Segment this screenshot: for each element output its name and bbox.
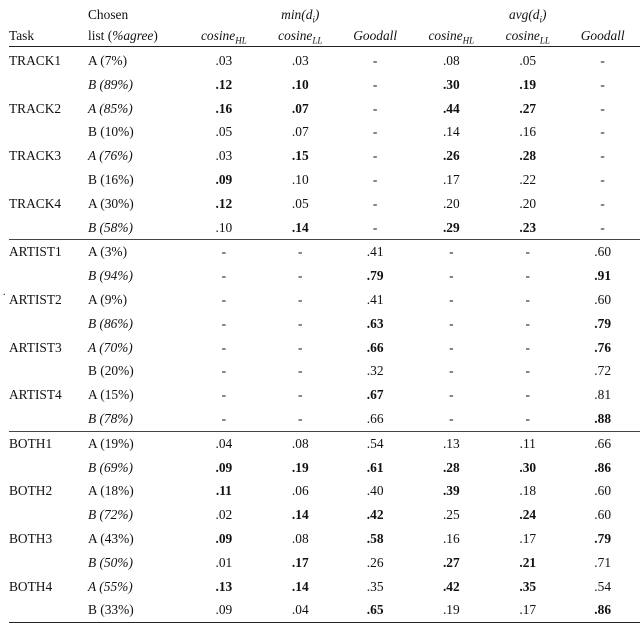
min-goodall-cell: .66 [366,339,384,355]
task-cell [9,359,88,383]
table-row [9,527,640,551]
chosen-list-cell: A (30%) [88,195,134,211]
min-goodall-cell: .67 [366,387,384,403]
chosen-list-cell: B (86%) [88,315,133,331]
avg-goodall-cell: .88 [594,410,612,426]
min-cosine-hl-cell: .04 [185,431,263,455]
avg-cosine-hl-cell: - [449,268,454,284]
min-cosine-ll-cell: .15 [291,148,309,164]
avg-cosine-ll-cell: .20 [519,195,537,211]
min-cosine-ll-cell: - [298,410,303,426]
min-cosine-ll-cell: - [298,315,303,331]
min-cosine-ll-cell: - [298,363,303,379]
avg-cosine-ll-cell: - [525,339,530,355]
avg-goodall-cell: .91 [594,268,612,284]
avg-cosine-hl-cell: .39 [442,483,460,499]
chosen-list-cell: B (16%) [88,171,134,187]
min-cosine-hl-cell: .16 [215,100,233,116]
table-row [9,551,640,575]
header-empty-task [9,4,88,25]
avg-cosine-ll-cell: .18 [519,483,537,499]
avg-goodall-cell: .81 [594,387,612,403]
min-cosine-ll-cell: .08 [291,530,309,546]
min-goodall-cell: - [372,195,378,211]
task-cell: TRACK3 [9,148,62,164]
avg-cosine-ll-cell: - [525,268,530,284]
header-empty [185,4,263,25]
avg-goodall-cell: .60 [594,507,612,523]
min-cosine-ll-cell: .06 [291,483,309,499]
min-goodall-cell: .42 [366,507,384,523]
min-goodall-cell: - [372,76,378,92]
min-cosine-ll-cell: - [298,339,303,355]
task-cell: ARTIST3 [9,339,62,355]
table-row [9,264,640,288]
chosen-list-cell: A (15%) [88,387,134,403]
table-row [9,383,640,407]
header-list-agree: list (%agree) [88,25,185,47]
avg-cosine-ll-cell: .11 [490,431,565,455]
avg-cosine-ll-cell: .23 [519,219,537,235]
header-min-goodall: Goodall [338,25,413,47]
avg-goodall-cell: .86 [565,598,640,622]
avg-cosine-ll-cell: .35 [519,578,537,594]
header-avg-cosine-ll: cosine$_{LL}$ [490,25,565,47]
chosen-list-cell: A (7%) [88,53,128,68]
task-cell [9,168,88,192]
table-row [9,503,640,527]
min-goodall-cell: .41 [338,240,413,264]
min-cosine-hl-cell: .05 [215,124,233,140]
task-cell [9,598,88,622]
chosen-list-cell: A (19%) [88,431,185,455]
table-row [9,240,640,264]
task-cell [9,312,88,336]
chosen-list-cell: A (85%) [88,100,133,116]
min-goodall-cell: - [372,171,378,187]
min-goodall-cell: - [372,53,378,68]
avg-cosine-ll-cell: .21 [519,554,537,570]
min-cosine-hl-cell: - [221,291,227,307]
task-cell [9,264,88,288]
avg-goodall-cell: .60 [565,240,640,264]
table-row [9,73,640,97]
avg-cosine-hl-cell: .44 [442,100,460,116]
avg-cosine-hl-cell: .26 [442,148,460,164]
min-cosine-ll-cell: .07 [291,124,309,140]
min-cosine-hl-cell: - [221,363,227,379]
min-cosine-ll-cell: .03 [291,53,309,68]
task-cell: BOTH4 [9,578,53,594]
avg-goodall-cell: .66 [565,431,640,455]
avg-goodall-cell: - [600,100,605,116]
avg-cosine-ll-cell: - [490,240,565,264]
min-goodall-cell: .65 [338,598,413,622]
avg-cosine-hl-cell: .27 [442,554,460,570]
avg-goodall-cell: .54 [594,578,612,594]
avg-cosine-ll-cell: .24 [519,507,537,523]
min-goodall-cell: - [372,124,378,140]
table-row [9,479,640,503]
table-row [9,47,640,73]
min-cosine-hl-cell: - [221,387,227,403]
chosen-list-cell: B (89%) [88,76,133,92]
avg-goodall-cell: .60 [594,483,612,499]
min-cosine-hl-cell: .03 [215,148,233,164]
min-cosine-hl-cell: - [221,268,227,284]
chosen-list-cell: B (58%) [88,219,133,235]
min-goodall-cell: .32 [366,363,384,379]
min-cosine-hl-cell: - [185,240,263,264]
avg-goodall-cell: - [600,171,605,187]
min-cosine-ll-cell: .04 [263,598,338,622]
table-row [9,216,640,240]
stray-mark: . [3,287,6,298]
min-goodall-cell: - [372,148,378,164]
table-row [9,575,640,599]
header-avg-goodall: Goodall [565,25,640,47]
task-cell: ARTIST4 [9,387,62,403]
min-cosine-ll-cell: .17 [291,554,309,570]
results-table [9,4,640,623]
avg-cosine-ll-cell: .28 [519,148,537,164]
avg-goodall-cell: .60 [594,291,612,307]
avg-cosine-ll-cell: - [525,410,530,426]
avg-goodall-cell: .72 [594,363,612,379]
table-row [9,407,640,431]
avg-cosine-hl-cell: .29 [442,219,460,235]
table-row [9,144,640,168]
avg-cosine-hl-cell: .13 [412,431,490,455]
avg-cosine-hl-cell: .16 [442,530,460,546]
min-cosine-hl-cell: .11 [215,483,232,499]
table-row [9,456,640,480]
chosen-list-cell: B (10%) [88,124,134,140]
avg-cosine-ll-cell: - [525,363,530,379]
min-goodall-cell: .26 [366,554,384,570]
chosen-list-cell: B (72%) [88,507,133,523]
avg-goodall-cell: .71 [594,554,612,570]
min-goodall-cell: - [372,100,378,116]
task-cell [9,407,88,431]
avg-cosine-hl-cell: .20 [442,195,460,211]
min-cosine-ll-cell: - [298,291,303,307]
min-cosine-ll-cell: .19 [291,459,309,475]
task-cell: BOTH3 [9,530,53,546]
avg-cosine-hl-cell: - [449,339,454,355]
table-row [9,336,640,360]
min-cosine-ll-cell: - [298,268,303,284]
header-min-cosine-ll: cosine$_{LL}$ [263,25,338,47]
task-cell: BOTH1 [9,431,88,455]
avg-cosine-hl-cell: - [449,387,454,403]
task-cell [9,216,88,240]
table-body [9,47,640,623]
min-goodall-cell: .40 [366,483,384,499]
header-chosen: Chosen [88,7,129,22]
avg-goodall-cell: - [600,195,605,211]
chosen-list-cell: A (9%) [88,291,128,307]
min-cosine-hl-cell: .12 [215,195,233,211]
avg-goodall-cell: .76 [594,339,612,355]
min-goodall-cell: - [372,219,378,235]
min-cosine-ll-cell: - [298,387,303,403]
min-goodall-cell: .54 [338,431,413,455]
min-goodall-cell: .63 [366,315,384,331]
table-row [9,312,640,336]
min-cosine-hl-cell: - [221,315,227,331]
min-cosine-ll-cell: .14 [291,219,309,235]
task-cell: ARTIST1 [9,240,88,264]
avg-goodall-cell: - [600,53,605,68]
task-cell [9,456,88,480]
header-empty [565,4,640,25]
chosen-list-cell: A (70%) [88,339,133,355]
avg-cosine-hl-cell: .19 [412,598,490,622]
min-cosine-hl-cell: .01 [215,554,233,570]
min-cosine-hl-cell: - [221,410,227,426]
header-min-cosine-hl: cosine$_{HL}$ [185,25,263,47]
header-avg-group: $avg(d_i)$ [509,7,547,25]
table-row [9,431,640,455]
avg-cosine-hl-cell: .30 [442,76,460,92]
avg-goodall-cell: .79 [594,530,612,546]
header-avg-cosine-hl: cosine$_{HL}$ [412,25,490,47]
avg-cosine-hl-cell: .28 [442,459,460,475]
min-cosine-hl-cell: .09 [215,530,233,546]
min-cosine-hl-cell: .03 [215,53,233,68]
task-cell: TRACK2 [9,100,62,116]
header-task: Task [9,25,88,47]
table-row [9,192,640,216]
min-goodall-cell: .79 [366,268,384,284]
task-cell [9,551,88,575]
avg-cosine-hl-cell: .14 [442,124,460,140]
avg-cosine-hl-cell: - [449,410,454,426]
chosen-list-cell: B (69%) [88,459,133,475]
min-cosine-ll-cell: .10 [291,171,309,187]
min-cosine-hl-cell: .13 [215,578,233,594]
avg-goodall-cell: .79 [594,315,612,331]
task-cell: ARTIST2 [9,291,62,307]
header-min-group: $\min(d_i)$ [281,7,320,25]
chosen-list-cell: A (43%) [88,530,134,546]
chosen-list-cell: A (55%) [88,578,133,594]
avg-goodall-cell: - [600,148,605,164]
avg-cosine-hl-cell: .25 [442,507,460,523]
min-cosine-hl-cell: .09 [185,598,263,622]
min-goodall-cell: .41 [366,291,384,307]
avg-cosine-ll-cell: - [525,315,530,331]
table-row [9,168,640,192]
avg-cosine-ll-cell: .17 [490,598,565,622]
avg-cosine-ll-cell: - [525,291,530,307]
min-cosine-hl-cell: .09 [215,171,233,187]
task-cell [9,503,88,527]
avg-cosine-ll-cell: .16 [519,124,537,140]
avg-cosine-hl-cell: - [449,291,454,307]
header-empty [412,4,490,25]
chosen-list-cell: B (33%) [88,598,185,622]
avg-cosine-ll-cell: .22 [519,171,537,187]
table-row [9,359,640,383]
chosen-list-cell: A (76%) [88,148,133,164]
min-cosine-ll-cell: - [263,240,338,264]
table-row [9,598,640,622]
min-cosine-hl-cell: .10 [215,219,233,235]
avg-cosine-hl-cell: - [412,240,490,264]
avg-cosine-ll-cell: .30 [519,459,537,475]
min-goodall-cell: .58 [366,530,384,546]
avg-cosine-ll-cell: - [525,387,530,403]
min-cosine-ll-cell: .10 [291,76,309,92]
avg-goodall-cell: - [600,124,605,140]
avg-goodall-cell: - [600,219,605,235]
task-cell: TRACK4 [9,195,62,211]
min-goodall-cell: .66 [366,410,384,426]
min-cosine-ll-cell: .05 [291,195,309,211]
min-cosine-ll-cell: .07 [291,100,309,116]
min-goodall-cell: .35 [366,578,384,594]
min-cosine-hl-cell: - [221,339,227,355]
min-cosine-ll-cell: .14 [291,578,309,594]
avg-goodall-cell: - [600,76,605,92]
min-cosine-hl-cell: .02 [215,507,233,523]
task-cell: TRACK1 [9,53,62,68]
header-empty [338,4,413,25]
min-cosine-ll-cell: .08 [263,431,338,455]
chosen-list-cell: B (94%) [88,268,133,284]
avg-cosine-hl-cell: .42 [442,578,460,594]
table-row [9,120,640,144]
chosen-list-cell: B (50%) [88,554,133,570]
chosen-list-cell: A (18%) [88,483,134,499]
chosen-list-cell: B (78%) [88,410,133,426]
avg-cosine-ll-cell: .27 [519,100,537,116]
chosen-list-cell: B (20%) [88,363,134,379]
avg-cosine-ll-cell: .19 [519,76,537,92]
avg-cosine-ll-cell: .05 [519,53,537,68]
task-cell [9,73,88,97]
avg-goodall-cell: .86 [594,459,612,475]
min-cosine-hl-cell: .09 [215,459,233,475]
task-cell: BOTH2 [9,483,53,499]
task-cell [9,120,88,144]
avg-cosine-ll-cell: .17 [519,530,537,546]
table-row [9,97,640,121]
min-cosine-hl-cell: .12 [215,76,233,92]
chosen-list-cell: A (3%) [88,240,185,264]
avg-cosine-hl-cell: .17 [442,171,460,187]
min-goodall-cell: .61 [366,459,384,475]
avg-cosine-hl-cell: .08 [442,53,460,68]
min-cosine-ll-cell: .14 [291,507,309,523]
table-row [9,288,640,312]
avg-cosine-hl-cell: - [449,363,454,379]
avg-cosine-hl-cell: - [449,315,454,331]
